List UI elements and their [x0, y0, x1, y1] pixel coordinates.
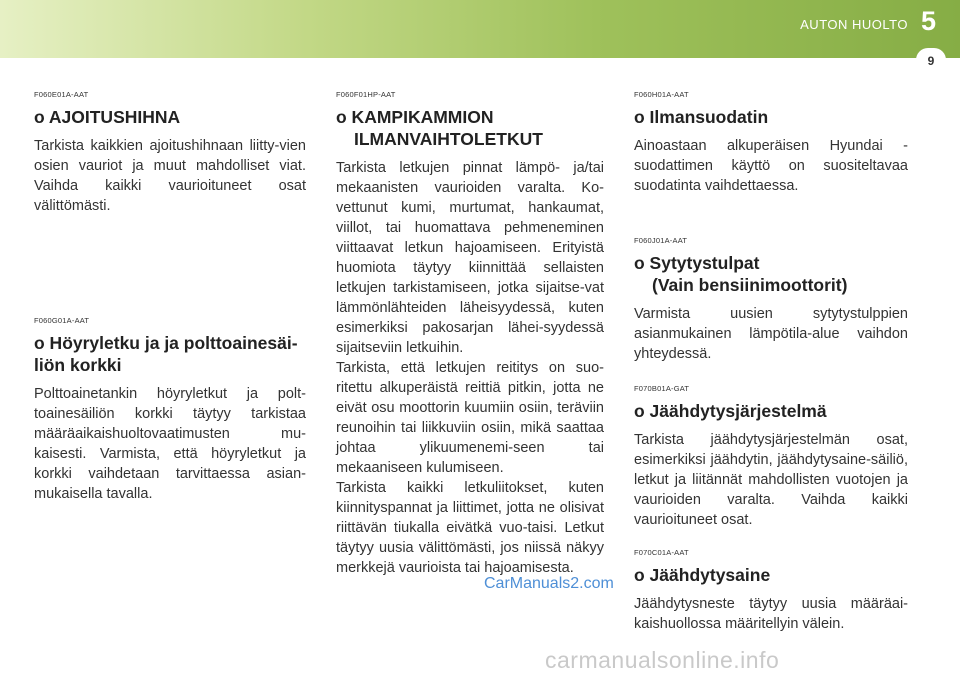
- section-body: Tarkista kaikki letkuliitokset, kuten kiinnityspannat ja liittimet, jotta ne olisivat riittävän tiukalla eivätkä vuo-taisi. Letkut täytyy uusia välittömästi, jos niissä näkyy merkkejä vaurioista tai hajoamisesta.: [336, 480, 604, 576]
- section-air-filter: [634, 90, 908, 196]
- chapter-header-band: [0, 0, 960, 58]
- section-heading: [634, 252, 908, 296]
- page-number: 9: [916, 48, 946, 74]
- heading-line: liön korkki: [34, 355, 122, 375]
- section-code: F070B01A-GAT: [634, 384, 690, 393]
- section-code: F060E01A-AAT: [34, 90, 89, 99]
- column-right: [634, 90, 908, 634]
- watermark-carmanuals2: CarManuals2.com: [484, 575, 614, 592]
- section-code: F060G01A-AAT: [34, 316, 90, 325]
- section-vapor-hose: [34, 316, 306, 504]
- column-middle: [336, 90, 604, 578]
- section-code: F060J01A-AAT: [634, 236, 688, 245]
- heading-line: ILMANVAIHTOLETKUT: [354, 129, 543, 149]
- section-heading: [336, 106, 604, 150]
- heading-line: o KAMPIKAMMION: [336, 107, 494, 127]
- section-spark-plugs: [634, 236, 908, 364]
- section-heading: o Jäähdytysaine: [634, 565, 771, 585]
- watermark-carmanualsonline: carmanualsonline.info: [545, 647, 780, 673]
- section-body: Tarkista jäähdytysjärjestelmän osat, esimerkiksi jäähdytin, jäähdytysaine-säiliö, letkut ja liitännät mahdollisten vuotojen ja vaurioiden varalta. Vaihda kaikki vaurioituneet osat.: [634, 432, 908, 528]
- section-body: Polttoainetankin höyryletkut ja polt-toainesäiliön korkki täytyy tarkistaa määräaikaishuoltovaatimusten mu-kaisesti. Varmista, että höyryletkut ja korkki vaihdetaan tarvittaessa asian-mukaisella tavalla.: [34, 386, 306, 502]
- section-heading: o Ilmansuodatin: [634, 107, 769, 127]
- heading-line: o Höyryletku ja ja polttoainesäi-: [34, 333, 298, 353]
- section-body: Tarkista, että letkujen reititys on suo-ritettu alkuperäistä reittiä pitkin, jotta ne eivät osu moottorin kuumiin osiin, teräviin reunoihin tai liikkuviin osiin, mikä saattaa johtaa ylikuumenemi-seen tai mekaaniseen kulumiseen.: [336, 360, 604, 476]
- column-left: [34, 90, 306, 504]
- section-heading: o Jäähdytysjärjestelmä: [634, 401, 827, 421]
- section-body: Varmista uusien sytytystulppien asianmukainen lämpötila-alue vaihdon yhteydessä.: [634, 306, 908, 362]
- section-body: Ainoastaan alkuperäisen Hyundai -suodattimen käyttö on suositeltavaa suodatinta vaihdettaessa.: [634, 138, 908, 194]
- heading-line: (Vain bensiinimoottorit): [652, 275, 848, 295]
- section-crankcase-hoses: [336, 90, 604, 578]
- section-heading: o AJOITUSHIHNA: [34, 107, 181, 127]
- chapter-title: AUTON HUOLTO: [800, 17, 908, 32]
- section-body: Tarkista kaikkien ajoitushihnaan liitty-vien osien vauriot ja muut mahdolliset viat. Vaihda kaikki vaurioituneet osat välittömästi.: [34, 138, 306, 214]
- section-code: F060F01HP-AAT: [336, 90, 396, 99]
- section-coolant: [634, 548, 908, 634]
- section-body: Jäähdytysneste täytyy uusia määräai-kaishuollossa määritellyin välein.: [634, 596, 908, 632]
- section-cooling-system: [634, 384, 908, 530]
- heading-line: o Sytytystulpat: [634, 253, 760, 273]
- section-code: F070C01A-AAT: [634, 548, 689, 557]
- section-heading: [34, 332, 306, 376]
- section-timing-belt: [34, 90, 306, 216]
- section-body: Tarkista letkujen pinnat lämpö- ja/tai mekaanisten vaurioiden varalta. Ko-vettunut kumi, murtumat, hankaumat, viillot, tai huomattava pehmeneminen viittaavat letkun hajoamiseen. Erityistä huomiota täytyy kiinnittää sellaisten letkujen tarkistamiseen, jotka sijaitse-vat lämmönlähteiden läheisyydessä, kuten esimerkiksi pakosarjan lähei-syydessä sijaitseviin letkuihin.: [336, 160, 604, 356]
- section-code: F060H01A-AAT: [634, 90, 689, 99]
- chapter-number: 5: [920, 6, 936, 36]
